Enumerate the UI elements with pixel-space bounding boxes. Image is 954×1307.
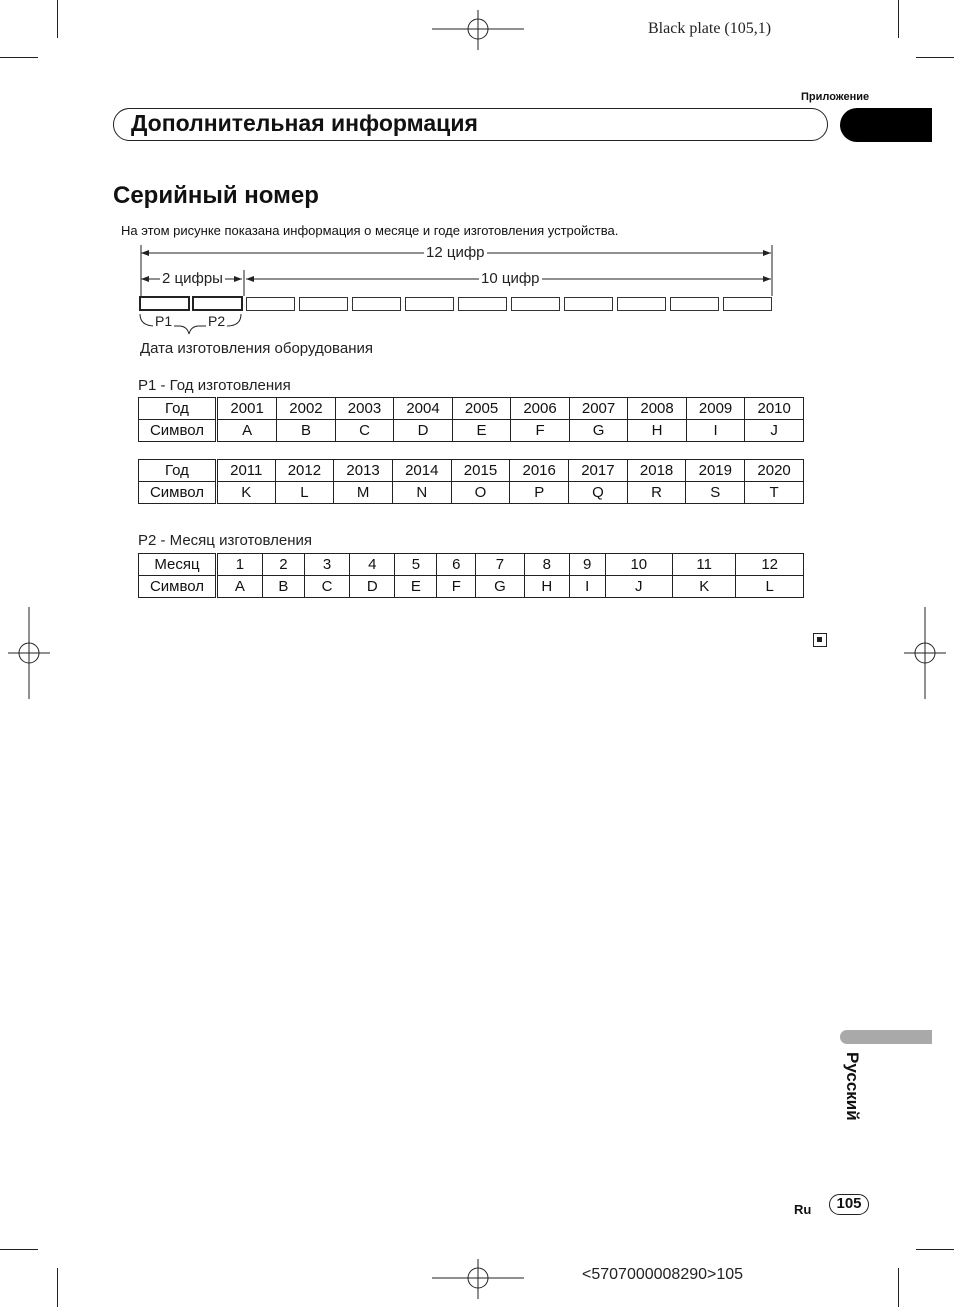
language-label: Русский: [843, 1052, 862, 1121]
month-cell: 11: [673, 554, 736, 576]
symbol-cell: F: [511, 420, 570, 442]
appendix-label: Приложение: [801, 91, 870, 103]
year-cell: 2003: [335, 398, 394, 420]
digit-box: [352, 297, 401, 311]
month-cell: 2: [262, 554, 304, 576]
language-code: Ru: [794, 1202, 812, 1217]
month-table-title: P2 - Месяц изготовления: [138, 532, 313, 549]
crop-mark: [57, 1268, 58, 1307]
symbol-cell: L: [736, 576, 804, 598]
crop-mark: [916, 57, 954, 58]
page-heading: Серийный номер: [113, 182, 319, 209]
symbol-cell: T: [745, 482, 804, 504]
table-row: [139, 554, 804, 576]
symbol-cell: O: [451, 482, 510, 504]
digit-box: [458, 297, 507, 311]
label-2-digits: 2 цифры: [162, 270, 223, 287]
end-of-section-icon: [813, 633, 827, 647]
digit-box: [617, 297, 666, 311]
crop-mark: [0, 1249, 38, 1250]
crop-mark: [916, 1249, 954, 1250]
symbol-cell: M: [334, 482, 393, 504]
symbol-cell: C: [304, 576, 349, 598]
intro-text: На этом рисунке показана информация о месяце и годе изготовления устройства.: [121, 223, 619, 238]
row-header: Символ: [139, 420, 217, 442]
month-cell: 10: [605, 554, 673, 576]
crop-mark: [0, 57, 38, 58]
symbol-cell: A: [217, 420, 277, 442]
symbol-cell: F: [437, 576, 476, 598]
year-cell: 2018: [627, 460, 686, 482]
row-header: Символ: [139, 482, 217, 504]
symbol-cell: I: [686, 420, 745, 442]
symbol-cell: E: [395, 576, 437, 598]
year-cell: 2010: [745, 398, 804, 420]
year-cell: 2009: [686, 398, 745, 420]
month-cell: 4: [350, 554, 395, 576]
symbol-cell: D: [394, 420, 453, 442]
symbol-cell: N: [392, 482, 451, 504]
symbol-cell: H: [628, 420, 687, 442]
month-cell: 8: [524, 554, 569, 576]
p1-label: P1: [155, 313, 173, 329]
year-cell: 2008: [628, 398, 687, 420]
year-cell: 2015: [451, 460, 510, 482]
month-cell: 6: [437, 554, 476, 576]
month-cell: 3: [304, 554, 349, 576]
diagram-caption: Дата изготовления оборудования: [140, 340, 373, 357]
year-cell: 2014: [392, 460, 451, 482]
symbol-cell: J: [745, 420, 804, 442]
symbol-cell: I: [569, 576, 605, 598]
registration-mark-left: [8, 607, 50, 699]
year-cell: 2012: [275, 460, 334, 482]
year-cell: 2016: [510, 460, 569, 482]
symbol-cell: C: [335, 420, 394, 442]
year-table-title: P1 - Год изготовления: [138, 377, 291, 394]
symbol-cell: K: [673, 576, 736, 598]
year-table-block-1: [138, 397, 804, 442]
symbol-cell: L: [275, 482, 334, 504]
month-cell: 1: [217, 554, 263, 576]
digit-box: [511, 297, 560, 311]
year-cell: 2002: [277, 398, 336, 420]
table-row: [139, 482, 804, 504]
year-cell: 2019: [686, 460, 745, 482]
table-row: [139, 398, 804, 420]
label-10-digits: 10 цифр: [481, 270, 540, 287]
month-cell: 5: [395, 554, 437, 576]
year-table-block-2: [138, 459, 804, 504]
digit-box-p1: [139, 296, 190, 311]
digit-box: [405, 297, 454, 311]
symbol-cell: P: [510, 482, 569, 504]
registration-mark-bottom: [432, 1259, 524, 1299]
row-header: Символ: [139, 576, 217, 598]
p2-label: P2: [208, 313, 226, 329]
crop-mark: [898, 0, 899, 38]
crop-mark: [57, 0, 58, 38]
symbol-cell: G: [569, 420, 628, 442]
row-header: Год: [139, 460, 217, 482]
digit-box: [299, 297, 348, 311]
symbol-cell: J: [605, 576, 673, 598]
year-cell: 2004: [394, 398, 453, 420]
year-cell: 2006: [511, 398, 570, 420]
symbol-cell: E: [452, 420, 511, 442]
month-cell: 9: [569, 554, 605, 576]
year-cell: 2020: [745, 460, 804, 482]
chapter-tab: [840, 108, 932, 142]
symbol-cell: B: [277, 420, 336, 442]
year-cell: 2011: [217, 460, 276, 482]
table-row: [139, 460, 804, 482]
digit-box: [564, 297, 613, 311]
label-12-digits: 12 цифр: [426, 244, 485, 261]
year-cell: 2001: [217, 398, 277, 420]
month-cell: 12: [736, 554, 804, 576]
page-number: 105: [829, 1194, 869, 1215]
symbol-cell: A: [217, 576, 263, 598]
symbol-cell: H: [524, 576, 569, 598]
symbol-cell: K: [217, 482, 276, 504]
barcode-text: <5707000008290>105: [582, 1266, 744, 1283]
symbol-cell: R: [627, 482, 686, 504]
symbol-cell: S: [686, 482, 745, 504]
registration-mark-top: [432, 10, 524, 50]
symbol-cell: B: [262, 576, 304, 598]
digit-box: [246, 297, 295, 311]
table-row: [139, 576, 804, 598]
registration-mark-right: [904, 607, 946, 699]
crop-mark: [898, 1268, 899, 1307]
year-cell: 2005: [452, 398, 511, 420]
month-table: [138, 553, 804, 598]
table-row: [139, 420, 804, 442]
year-cell: 2013: [334, 460, 393, 482]
plate-label: Black plate (105,1): [648, 20, 772, 37]
row-header: Год: [139, 398, 217, 420]
year-cell: 2017: [569, 460, 628, 482]
digit-box-p2: [192, 296, 243, 311]
symbol-cell: D: [350, 576, 395, 598]
section-title: Дополнительная информация: [131, 110, 478, 136]
digit-box: [723, 297, 772, 311]
digit-box: [670, 297, 719, 311]
language-tab: [840, 1030, 932, 1044]
row-header: Месяц: [139, 554, 217, 576]
symbol-cell: Q: [569, 482, 628, 504]
year-cell: 2007: [569, 398, 628, 420]
month-cell: 7: [476, 554, 524, 576]
symbol-cell: G: [476, 576, 524, 598]
